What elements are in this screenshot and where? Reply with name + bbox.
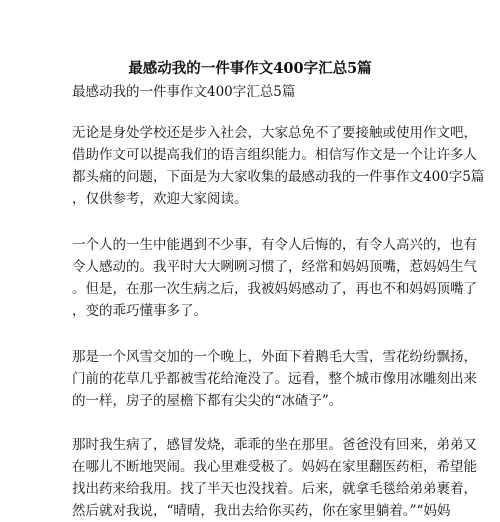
paragraph-line: 无论是身处学校还是步入社会，大家总免不了要接触或使用作文吧，	[72, 125, 477, 141]
paragraph-1	[72, 122, 485, 210]
paragraph-line: 在哪儿不断地哭闹。我心里难受极了。妈妈在家里翻医药柜，希望能	[72, 459, 477, 475]
paragraph-2	[72, 234, 477, 322]
paragraph-line: 那时我生病了，感冒发烧，乖乖的坐在那里。爸爸没有回来，弟弟又	[72, 437, 477, 453]
paragraph-line: 。但是，在那一次生病之后，我被妈妈感动了，再也不和妈妈顶嘴了	[72, 281, 477, 297]
paragraph-line: 一个人的一生中能遇到不少事，有令人后悔的，有令人高兴的，也有	[72, 237, 477, 253]
paragraph-line: ，变的乖巧懂事多了。	[72, 303, 207, 319]
paragraph-line: 门前的花草几乎都被雪花给淹没了。远看，整个城市像用冰雕刻出来	[72, 371, 477, 387]
paragraph-line: 借助作文可以提高我们的语言组织能力。相信写作文是一个让许多人	[72, 147, 477, 163]
document-title: 最感动我的一件事作文400字汇总5篇	[128, 60, 372, 77]
paragraph-line: ，仅供参考，欢迎大家阅读。	[72, 191, 248, 207]
document-subtitle: 最感动我的一件事作文400字汇总5篇	[72, 84, 296, 100]
paragraph-line: 找出药来给我用。找了半天也没找着。后来，就拿毛毯给弟弟裹着，	[72, 481, 477, 497]
paragraph-line: 令人感动的。我平时大大咧咧习惯了，经常和妈妈顶嘴，惹妈妈生气	[72, 259, 477, 275]
paragraph-4	[72, 434, 477, 522]
paragraph-line: 都头痛的问题，下面是为大家收集的最感动我的一件事作文400字5篇	[72, 169, 485, 185]
paragraph-line: 的一样，房子的屋檐下都有尖尖的“冰碴子”。	[72, 393, 343, 409]
paragraph-line: 那是一个风雪交加的一个晚上，外面下着鹅毛大雪，雪花纷纷飘扬，	[72, 349, 477, 365]
paragraph-3	[72, 346, 477, 412]
paragraph-line: 然后就对我说，“晴晴，我出去给你买药，你在家里躺着。”“妈妈	[72, 503, 451, 519]
